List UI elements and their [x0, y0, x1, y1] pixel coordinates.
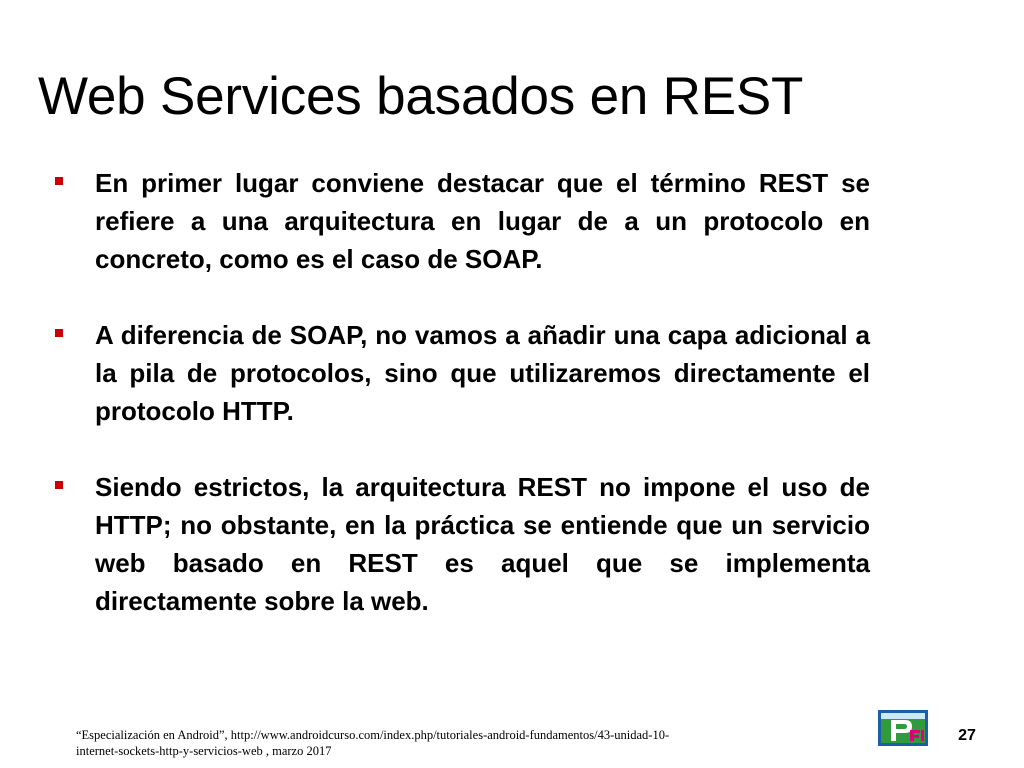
bullet-text: En primer lugar conviene destacar que el término REST se refiere a una arquitectura en lugar de a un protocolo en concreto, como es el caso de SOAP. [95, 168, 870, 274]
page-number: 27 [958, 727, 976, 744]
square-bullet-icon [55, 481, 63, 489]
bullet-item-2 [55, 316, 870, 430]
logo-emblem-stem [891, 720, 896, 741]
institution-logo-icon [878, 710, 928, 746]
bullet-list [55, 164, 870, 620]
square-bullet-icon [55, 329, 63, 337]
citation-line-2: internet-sockets-http-y-servicios-web , marzo 2017 [76, 744, 332, 758]
footer-citation [76, 727, 836, 759]
logo-highlight [881, 713, 925, 719]
citation-line-1: “Especialización en Android”, http://www.androidcurso.com/index.php/tutoriales-android-fundamentos/43-unidad-10- [76, 728, 670, 742]
bullet-item-3 [55, 468, 870, 620]
bullet-text: Siendo estrictos, la arquitectura REST no impone el uso de HTTP; no obstante, en la práctica se entiende que un servicio web basado en REST es aquel que se implementa directamente sobre la web. [95, 472, 870, 616]
square-bullet-icon [55, 177, 63, 185]
bullet-item-1 [55, 164, 870, 278]
logo-accent-bar [921, 730, 924, 741]
bullet-text: A diferencia de SOAP, no vamos a añadir una capa adicional a la pila de protocolos, sino que utilizaremos directamente el protocolo HTTP. [95, 320, 870, 426]
slide-title: Web Services basados en REST [38, 67, 804, 126]
